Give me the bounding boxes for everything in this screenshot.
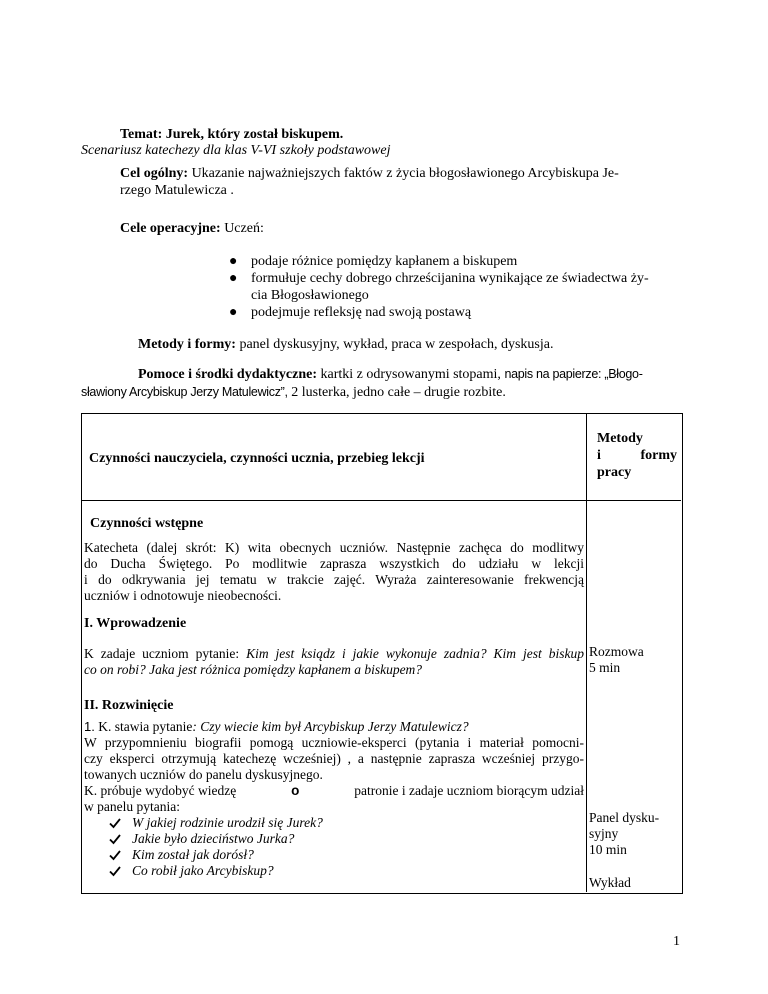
goal-item-text: podaje różnice pomiędzy kapłanem a biskupem xyxy=(251,254,518,269)
bullet-icon: ● xyxy=(229,305,238,320)
checkmark-icon xyxy=(108,816,122,830)
rozwiniecie-lead: K. stawia pytanie xyxy=(98,719,193,734)
text-fragment-o: o xyxy=(291,783,300,798)
operational-goals-label: Cele operacyjne: xyxy=(120,221,221,236)
section-rozwiniecie-body xyxy=(84,719,584,879)
table-header-divider xyxy=(81,500,681,501)
method-label-cont: syjny xyxy=(589,826,619,841)
table-header-side-2b: formy xyxy=(640,448,677,463)
text-line: uczniów i odnotowuje nieobecności. xyxy=(84,588,282,603)
table-header-side xyxy=(597,430,677,481)
method-panel xyxy=(589,810,679,858)
text-line: czy eksperci otrzymują katechezę wcześniej) , a następnie zaprasza wcześniej przygo- xyxy=(84,751,584,766)
checklist-text: W jakiej rodzinie urodził się Jurek? xyxy=(132,815,323,830)
methods xyxy=(138,336,553,353)
operational-goals-list xyxy=(229,253,679,321)
goal-item-text-cont: cia Błogosławionego xyxy=(251,288,369,303)
text-line xyxy=(84,719,584,735)
general-goal-text-2: rzego Matulewicza . xyxy=(120,183,234,198)
rozwiniecie-question: : Czy wiecie kim był Arcybiskup Jerzy Matulewicz? xyxy=(192,719,469,734)
text-line: Katecheta (dalej skrót: K) wita obecnych uczniów. Następnie zachęca do modlitwy xyxy=(84,540,584,555)
list-item xyxy=(108,831,584,847)
list-item xyxy=(108,815,584,831)
question-checklist xyxy=(108,815,584,879)
checklist-text: Kim został jak dorósł? xyxy=(132,847,254,862)
text-line xyxy=(84,646,584,662)
method-label: Panel dysku- xyxy=(589,810,660,825)
bullet-icon: ● xyxy=(229,254,238,269)
text-fragment: K. próbuje wydobyć wiedzę xyxy=(84,783,237,798)
method-label: Rozmowa xyxy=(589,644,644,659)
wprowadzenie-lead: K zadaje uczniom pytanie: xyxy=(84,646,240,661)
checklist-text: Co robił jako Arcybiskup? xyxy=(132,863,274,878)
checkmark-icon xyxy=(108,864,122,878)
list-item xyxy=(229,253,679,270)
lesson-subtitle: Scenariusz katechezy dla klas V-VI szkoły podstawowej xyxy=(81,143,391,158)
point-number: 1. xyxy=(84,719,95,734)
section-rozwiniecie-heading: II. Rozwinięcie xyxy=(84,698,174,713)
teaching-aids xyxy=(138,366,643,383)
bullet-icon: ● xyxy=(229,271,238,286)
operational-goals-intro: Uczeń: xyxy=(224,221,264,236)
table-header-side-3: pracy xyxy=(597,465,632,480)
list-item xyxy=(108,863,584,879)
checkmark-icon xyxy=(108,848,122,862)
section-intro-heading: Czynności wstępne xyxy=(90,516,204,531)
teaching-aids-rest: 2 lusterka, jedno całe – drugie rozbite. xyxy=(291,385,506,400)
text-line: W przypomnieniu biografii pomogą uczniowie-eksperci (pytania i materiał pomocni- xyxy=(84,735,584,750)
goal-item-text: podejmuje refleksję nad swoją postawą xyxy=(251,305,472,320)
wprowadzenie-question-2: co on robi? Jaka jest różnica pomiędzy kapłanem a biskupem? xyxy=(84,662,423,677)
text-line xyxy=(84,783,584,799)
method-wyklad: Wykład xyxy=(589,875,631,890)
wprowadzenie-question-1: Kim jest ksiądz i jakie wykonuje zadnia? Kim jest biskup xyxy=(246,646,584,661)
general-goal-text-1: Ukazanie najważniejszych faktów z życia błogosławionego Arcybiskupa Je- xyxy=(191,166,619,181)
checklist-text: Jakie było dzieciństwo Jurka? xyxy=(132,831,295,846)
operational-goals-heading xyxy=(120,220,264,237)
section-intro-body xyxy=(84,540,584,604)
general-goal-label: Cel ogólny: xyxy=(120,166,189,181)
teaching-aids-text-b: napis na papierze: „Błogo- xyxy=(504,367,643,381)
methods-label: Metody i formy: xyxy=(138,337,236,352)
goal-item-text: formułuje cechy dobrego chrześcijanina wynikające ze świadectwa ży- xyxy=(251,271,649,286)
table-header-side-2a: i xyxy=(597,448,601,463)
teaching-aids-line-2 xyxy=(81,384,506,401)
lesson-title: Temat: Jurek, który został biskupem. xyxy=(120,127,344,142)
table-header-side-1: Metody xyxy=(597,431,643,446)
checkmark-icon xyxy=(108,832,122,846)
text-fragment: patronie i zadaje uczniom biorącym udział xyxy=(354,783,584,798)
method-time: 5 min xyxy=(589,660,621,675)
list-item xyxy=(229,304,679,321)
table-header-main: Czynności nauczyciela, czynności ucznia, przebieg lekcji xyxy=(89,451,425,466)
page-number: 1 xyxy=(673,934,680,949)
section-wprowadzenie-heading: I. Wprowadzenie xyxy=(84,616,187,631)
table-header-side-2 xyxy=(597,447,677,464)
teaching-aids-text-a: kartki z odrysowanymi stopami, xyxy=(320,367,501,382)
text-line: w panelu pytania: xyxy=(84,799,180,814)
method-time: 10 min xyxy=(589,842,627,857)
table-column-divider xyxy=(586,413,587,892)
text-line: do Ducha Świętego. Po modlitwie zaprasza wszystkich do udziału w lekcji xyxy=(84,556,584,571)
list-item xyxy=(108,847,584,863)
text-line: towanych uczniów do panelu dyskusyjnego. xyxy=(84,767,323,782)
text-line: i do odkrywania jej tematu w trakcie zajęć. Wyraża zainteresowanie frekwencją xyxy=(84,572,584,587)
teaching-aids-label: Pomoce i środki dydaktyczne: xyxy=(138,367,318,382)
method-rozmowa xyxy=(589,644,644,676)
list-item xyxy=(229,270,679,304)
section-wprowadzenie-body xyxy=(84,646,584,678)
general-goal xyxy=(120,165,680,199)
teaching-aids-narrow: sławiony Arcybiskup Jerzy Matulewicz”, xyxy=(81,385,288,399)
methods-text: panel dyskusyjny, wykład, praca w zespołach, dyskusja. xyxy=(239,337,554,352)
